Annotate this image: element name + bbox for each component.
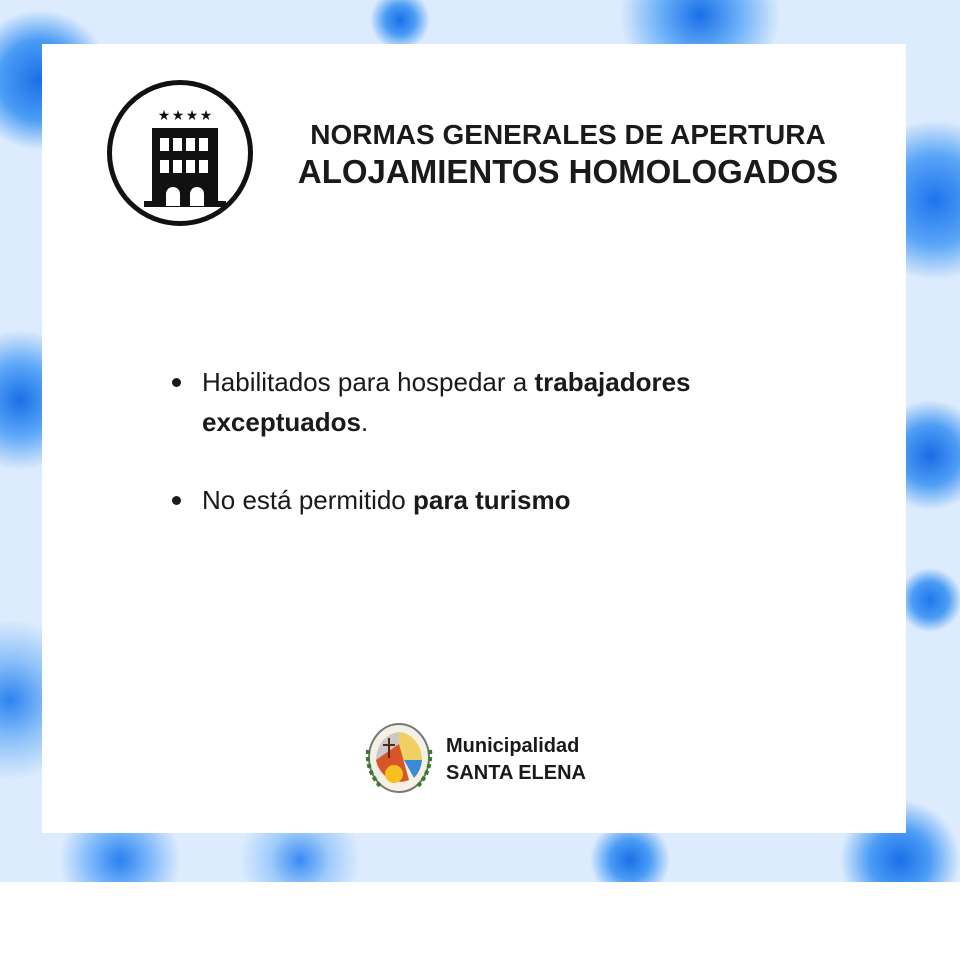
municipal-seal-logo [364, 720, 434, 796]
list-item [168, 362, 788, 442]
bullet-text: Habilitados para hospedar a [202, 367, 535, 397]
bullet-text-end: . [360, 407, 369, 437]
svg-text:★: ★ [185, 108, 199, 124]
bullet-text: No está permitido [202, 485, 413, 515]
footer-line-2: SANTA ELENA [446, 762, 586, 784]
footer-line-1: Municipalidad [446, 735, 580, 757]
bullet-bold: trabajadores exceptuados [202, 367, 691, 437]
hotel-icon [107, 80, 253, 226]
title-line-2: ALOJAMIENTOS HOMOLOGADOS [297, 153, 839, 190]
page-title [268, 118, 868, 192]
rules-list [168, 362, 788, 558]
municipality-name [446, 733, 586, 787]
list-item [168, 480, 788, 520]
svg-text:★: ★ [199, 108, 213, 124]
title-line-1: NORMAS GENERALES DE APERTURA [310, 119, 826, 150]
svg-text:★: ★ [157, 108, 171, 124]
svg-text:★: ★ [171, 108, 185, 124]
bullet-bold: para turismo [412, 485, 571, 515]
